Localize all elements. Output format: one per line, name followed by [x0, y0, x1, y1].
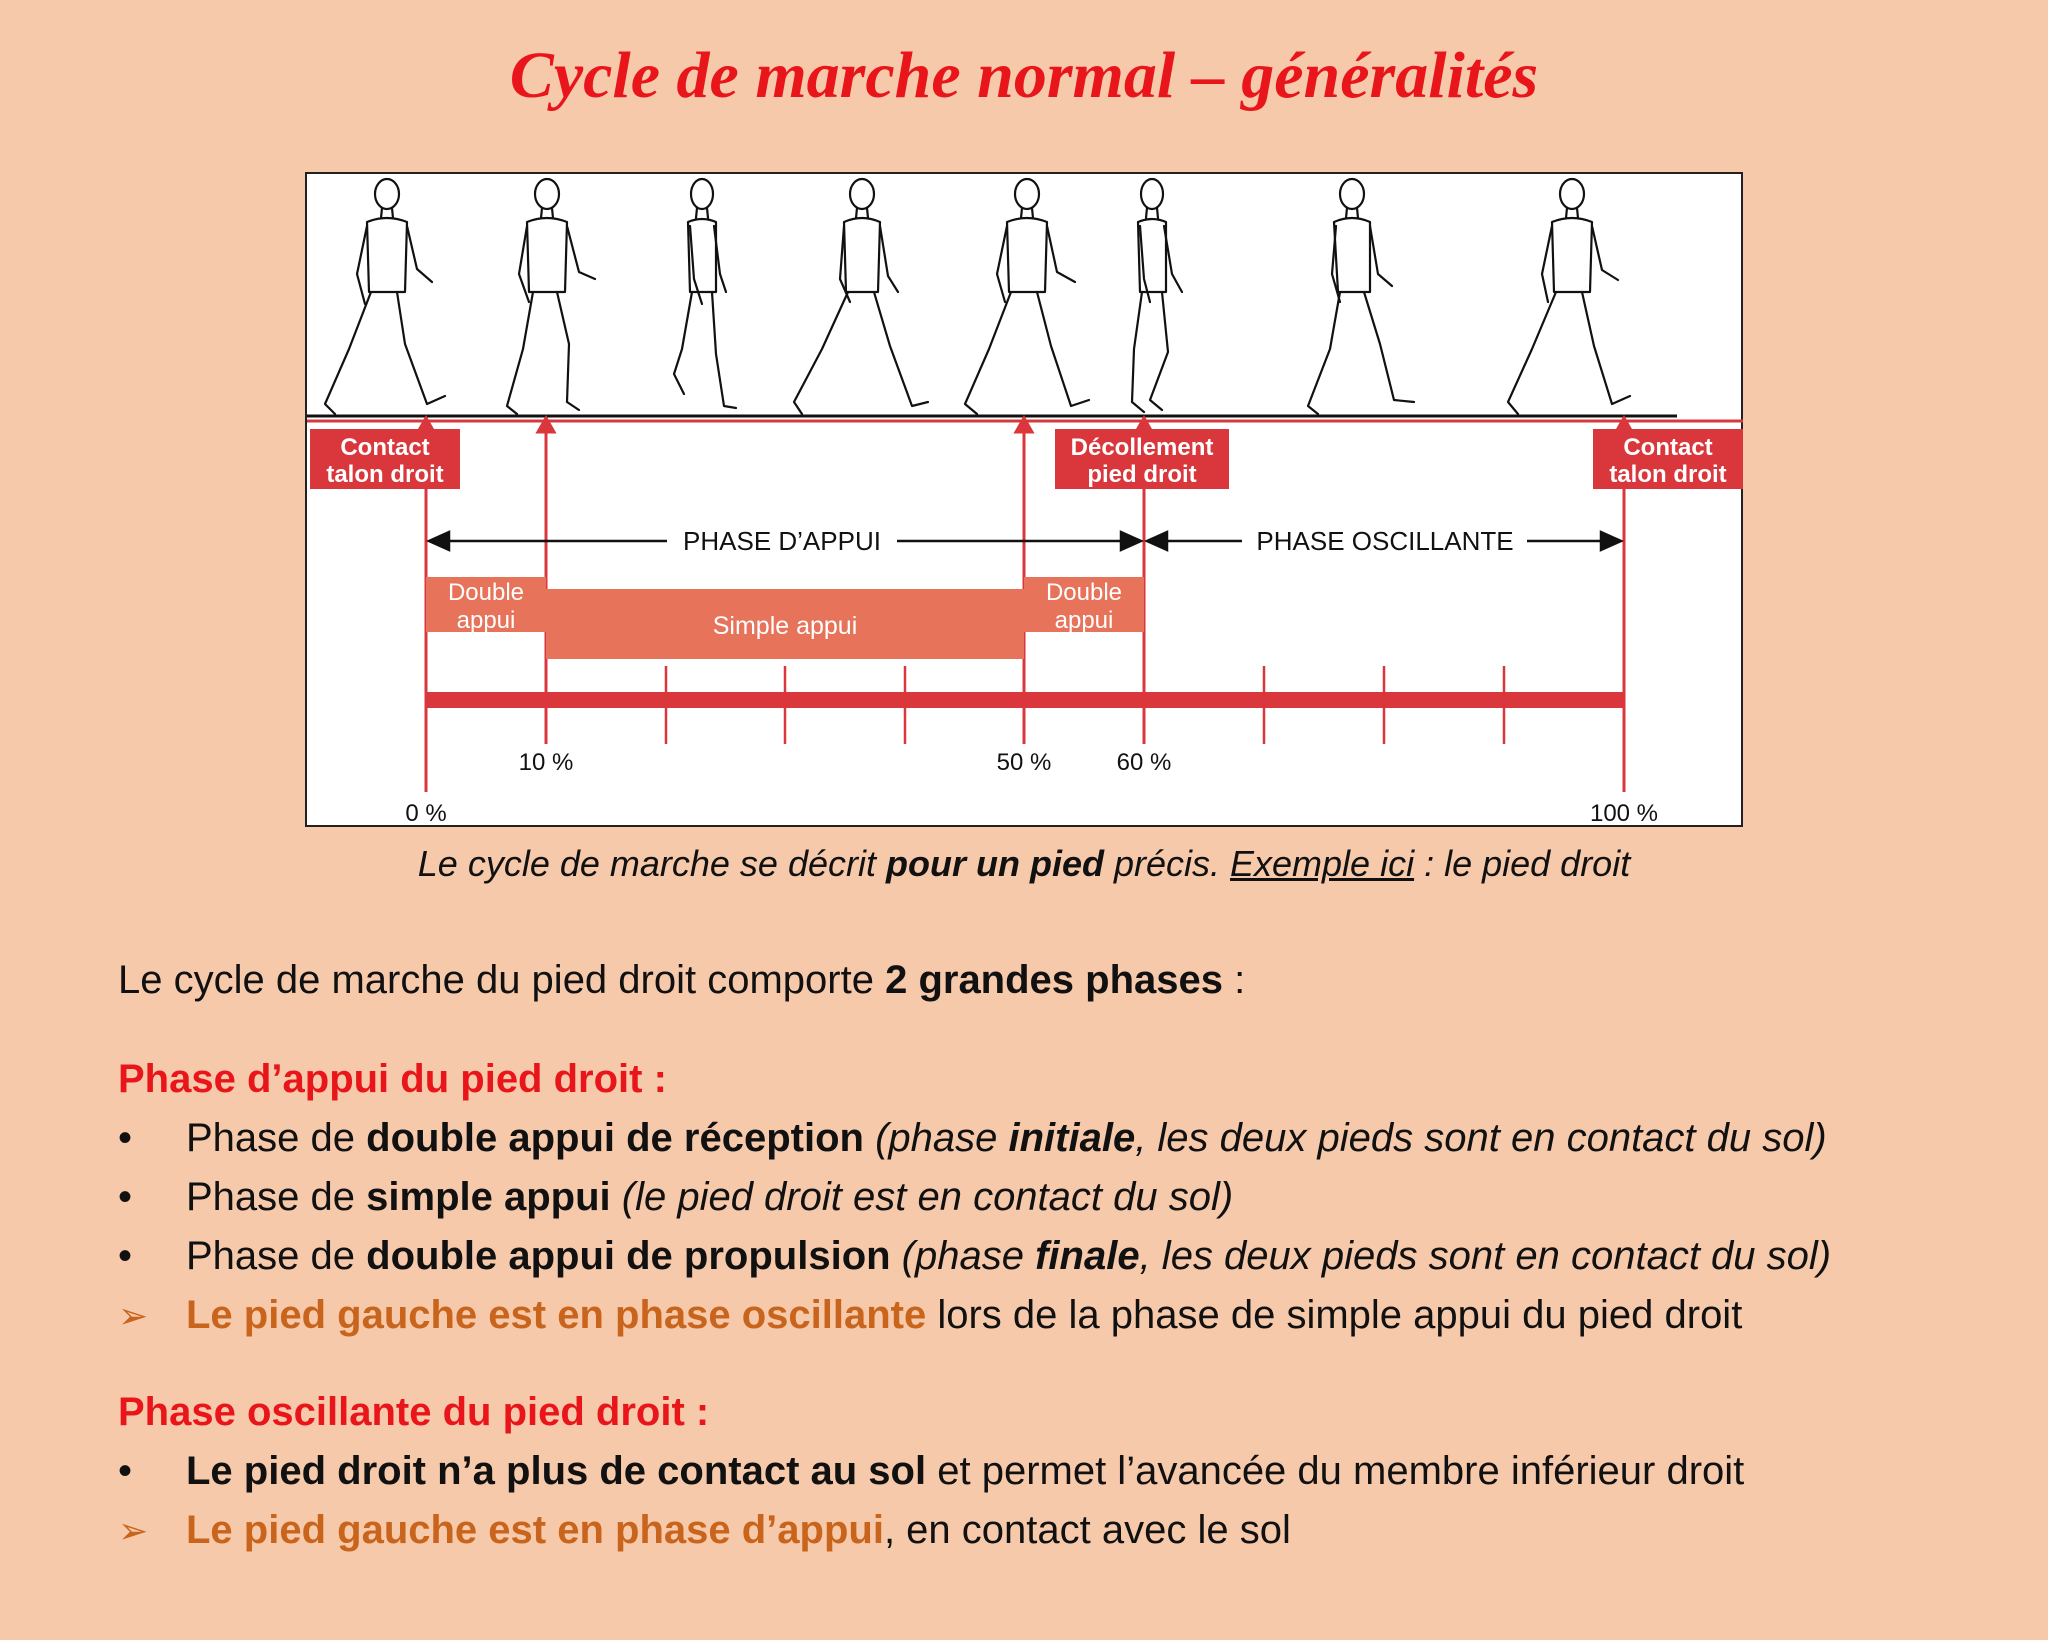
item-text: Phase de — [186, 1116, 367, 1160]
double-appui-1-line2: appui — [456, 607, 516, 634]
bullet: • — [118, 1449, 133, 1493]
simple-appui-label: Simple appui — [712, 612, 858, 640]
event-label-end-2: talon droit — [1609, 461, 1727, 488]
item-italic-end: , les deux pieds sont en contact du sol) — [1135, 1116, 1827, 1160]
phase-appui-label: PHASE D’APPUI — [683, 526, 881, 556]
walking-figures — [325, 179, 1630, 414]
walker-figure-8 — [1508, 179, 1630, 414]
item-bold: simple appui — [366, 1175, 611, 1219]
figure-caption — [0, 843, 2048, 885]
walker-figure-3 — [674, 179, 736, 408]
phase-oscillante-label: PHASE OSCILLANTE — [1256, 526, 1514, 556]
appui-item-3 — [118, 1234, 1831, 1279]
oscillante-item-1 — [118, 1449, 1744, 1494]
item-italic-bold: finale — [1035, 1234, 1140, 1278]
event-label-start-2: talon droit — [326, 461, 444, 488]
percent-label-0: 0 % — [405, 800, 447, 827]
item-text: Phase de — [186, 1234, 367, 1278]
event-label-end-1: Contact — [1623, 434, 1713, 461]
percent-label-60: 60 % — [1116, 749, 1172, 776]
item-bold: double appui de réception — [366, 1116, 864, 1160]
item-italic: (le pied droit est en contact du sol) — [610, 1175, 1234, 1219]
appui-arrow-item — [118, 1293, 1742, 1338]
phase-appui-arrowhead-left — [429, 532, 449, 550]
oscillante-arrow-item — [118, 1508, 1291, 1553]
caption-text-2: précis. — [1103, 843, 1231, 884]
item-bold: Le pied droit n’a plus de contact au sol — [186, 1449, 927, 1493]
event-label-start-1: Contact — [340, 434, 430, 461]
phase-appui-arrowhead-right — [1121, 532, 1141, 550]
item-italic-bold: initiale — [1008, 1116, 1136, 1160]
caption-text-3: : le pied droit — [1414, 843, 1631, 884]
walker-figure-7 — [1308, 179, 1414, 414]
arrow-item-orange: Le pied gauche est en phase oscillante — [186, 1293, 927, 1337]
arrow-item-orange: Le pied gauche est en phase d’appui — [186, 1508, 884, 1552]
intro-text — [118, 958, 1245, 1003]
double-appui-1-line1: Double — [447, 579, 525, 606]
event-label-toe-off-1: Décollement — [1070, 434, 1214, 461]
intro-bold: 2 grandes phases — [885, 958, 1224, 1002]
oscillante-section-title: Phase oscillante du pied droit : — [118, 1390, 710, 1434]
phase-osc-arrowhead-left — [1147, 532, 1167, 550]
item-text: Phase de — [186, 1175, 367, 1219]
walker-figure-5 — [965, 179, 1089, 414]
bullet: • — [118, 1175, 133, 1219]
walker-figure-2 — [507, 179, 595, 414]
item-italic: (phase — [890, 1234, 1036, 1278]
walker-figure-4 — [794, 179, 928, 414]
item-bold: double appui de propulsion — [366, 1234, 891, 1278]
percent-label-50: 50 % — [996, 749, 1052, 776]
caption-bold: pour un pied — [886, 843, 1104, 884]
intro-main: Le cycle de marche du pied droit comporte — [118, 958, 886, 1002]
appui-item-2 — [118, 1175, 1233, 1220]
appui-item-1 — [118, 1116, 1827, 1161]
percent-label-100: 100 % — [1589, 800, 1659, 827]
double-appui-2-line2: appui — [1054, 607, 1114, 634]
bullet: • — [118, 1234, 133, 1278]
caption-text-1: Le cycle de marche se décrit — [417, 843, 886, 884]
bullet: • — [118, 1116, 133, 1160]
page-title: Cycle de marche normal – généralités — [509, 39, 1539, 112]
intro-end: : — [1223, 958, 1246, 1002]
phase-osc-arrowhead-right — [1601, 532, 1621, 550]
item-text: et permet l’avancée du membre inférieur droit — [926, 1449, 1745, 1493]
gait-cycle-figure — [305, 172, 1743, 827]
event-label-toe-off-2: pied droit — [1087, 461, 1197, 488]
caption-underline: Exemple ici — [1230, 843, 1415, 884]
item-italic: (phase — [863, 1116, 1009, 1160]
item-italic-end: , les deux pieds sont en contact du sol) — [1139, 1234, 1832, 1278]
arrow-item-rest: lors de la phase de simple appui du pied droit — [926, 1293, 1743, 1337]
arrow-bullet-icon: ➢ — [118, 1510, 149, 1551]
arrow-item-rest: , en contact avec le sol — [883, 1508, 1291, 1552]
gait-cycle-diagram — [307, 174, 1745, 829]
timeline-bar — [426, 692, 1624, 708]
appui-section-title: Phase d’appui du pied droit : — [118, 1057, 667, 1101]
arrow-bullet-icon: ➢ — [118, 1295, 149, 1336]
double-appui-2-line1: Double — [1045, 579, 1123, 606]
walker-figure-6 — [1132, 179, 1182, 412]
percent-label-10: 10 % — [518, 749, 574, 776]
walker-figure-1 — [325, 179, 445, 414]
